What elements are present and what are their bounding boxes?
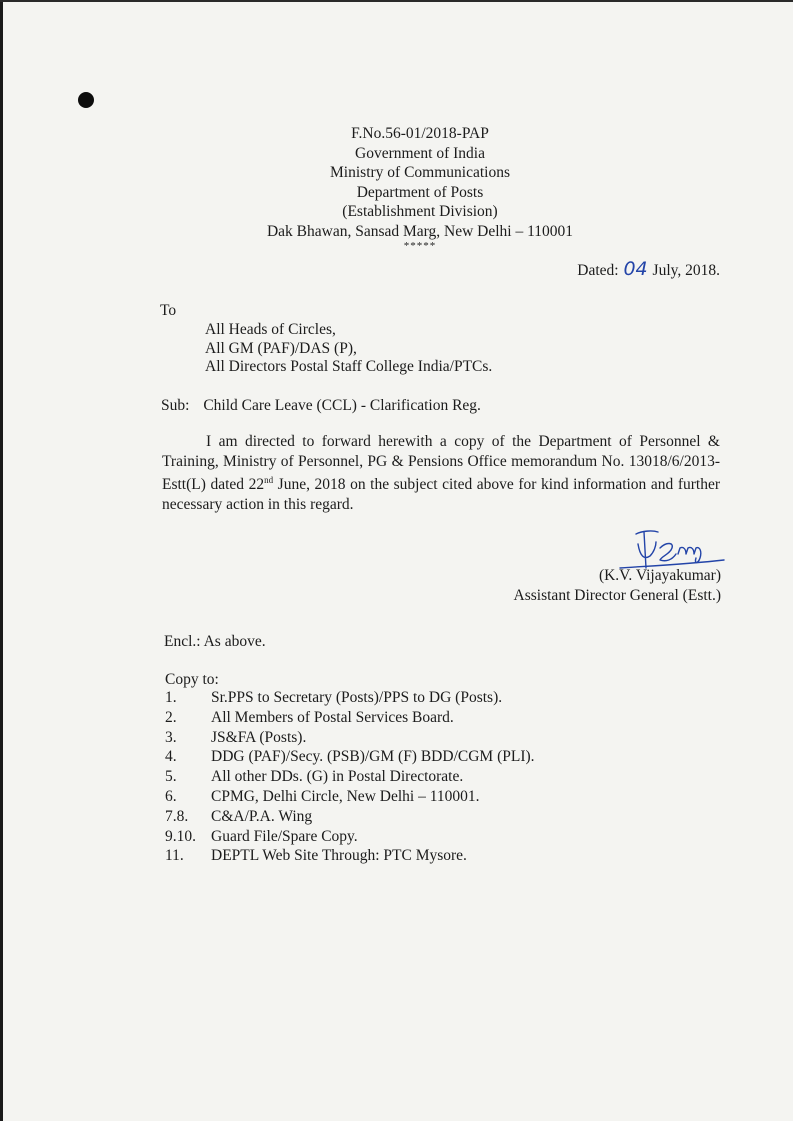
- letter-header: [230, 124, 610, 251]
- list-item-number: 2.: [165, 708, 177, 726]
- scan-edge-left: [0, 0, 3, 1121]
- list-item-text: C&A/P.A. Wing: [211, 807, 313, 825]
- government-line: Government of India: [355, 144, 485, 162]
- signatory-name: (K.V. Vijayakumar): [598, 567, 721, 584]
- list-item-text: All Members of Postal Services Board.: [211, 708, 454, 726]
- signatory-designation: Assistant Director General (Estt.): [513, 587, 721, 604]
- list-item-number: 4.: [165, 748, 177, 766]
- list-item: [165, 708, 535, 728]
- ministry-line: Ministry of Communications: [330, 164, 510, 181]
- department-line: Department of Posts: [356, 183, 484, 201]
- subject-line: [161, 397, 481, 415]
- list-item-text: DEPTL Web Site Through: PTC Mysore.: [211, 847, 467, 865]
- copy-to-label: Copy to:: [165, 671, 219, 688]
- list-item-text: Guard File/Spare Copy.: [211, 827, 358, 845]
- file-number: F.No.56-01/2018-PAP: [351, 125, 489, 142]
- list-item: [165, 767, 535, 787]
- list-item-number: 11.: [165, 847, 184, 865]
- copy-to-list: [165, 688, 535, 866]
- addressee-item: All Heads of Circles,: [205, 321, 336, 338]
- handwritten-day: 04: [623, 258, 648, 280]
- to-label: To: [160, 302, 177, 319]
- subject-text: Child Care Leave (CCL) - Clarification Reg.: [203, 397, 481, 414]
- list-item: [165, 807, 535, 827]
- list-item-text: Sr.PPS to Secretary (Posts)/PPS to DG (Posts).: [211, 689, 503, 706]
- header-stars: *****: [403, 240, 437, 252]
- address-line: Dak Bhawan, Sansad Marg, New Delhi – 110001: [266, 222, 574, 240]
- enclosure-line: Encl.: As above.: [164, 633, 266, 650]
- list-item-number: 3.: [165, 728, 177, 746]
- list-item-text: JS&FA (Posts).: [211, 728, 307, 746]
- list-item-text: CPMG, Delhi Circle, New Delhi – 110001.: [211, 787, 480, 805]
- scan-edge-top: [0, 0, 793, 2]
- list-item-number: 7.8.: [165, 807, 189, 825]
- list-item-number: 9.10.: [165, 827, 196, 845]
- subject-label: Sub:: [161, 397, 190, 414]
- list-item: [165, 787, 535, 807]
- list-item: [165, 688, 535, 708]
- addressee-list: [205, 321, 492, 377]
- list-item-text: All other DDs. (G) in Postal Directorate.: [211, 768, 464, 786]
- list-item: [165, 846, 535, 866]
- signatory-block: [514, 566, 721, 606]
- punch-hole-dot: [78, 92, 94, 108]
- body-superscript: nd: [264, 475, 274, 485]
- list-item-number: 1.: [165, 689, 177, 706]
- list-item-text: DDG (PAF)/Secy. (PSB)/GM (F) BDD/CGM (PLI).: [211, 748, 535, 766]
- list-item: [165, 827, 535, 847]
- date-line: [577, 258, 720, 280]
- list-item: [165, 728, 535, 748]
- body-text-part2: June, 2018 on the subject cited above for kind information and further necessary action in this regard.: [162, 476, 720, 513]
- addressee-item: All Directors Postal Staff College India/PTCs.: [205, 358, 493, 375]
- addressee-item: All GM (PAF)/DAS (P),: [205, 339, 357, 357]
- division-line: (Establishment Division): [342, 203, 498, 220]
- dated-label: Dated:: [577, 262, 619, 279]
- list-item-number: 6.: [165, 787, 177, 805]
- body-paragraph: [162, 432, 720, 514]
- list-item: [165, 747, 535, 767]
- body-text-part1: I am directed to forward herewith a copy of the Department of Personnel & Training, Ministry of Personnel, PG & Pensions Office memorandum No. 13018/6/2013-Estt(L) dated 22: [162, 433, 720, 494]
- list-item-number: 5.: [165, 768, 177, 786]
- dated-rest: July, 2018.: [652, 262, 720, 279]
